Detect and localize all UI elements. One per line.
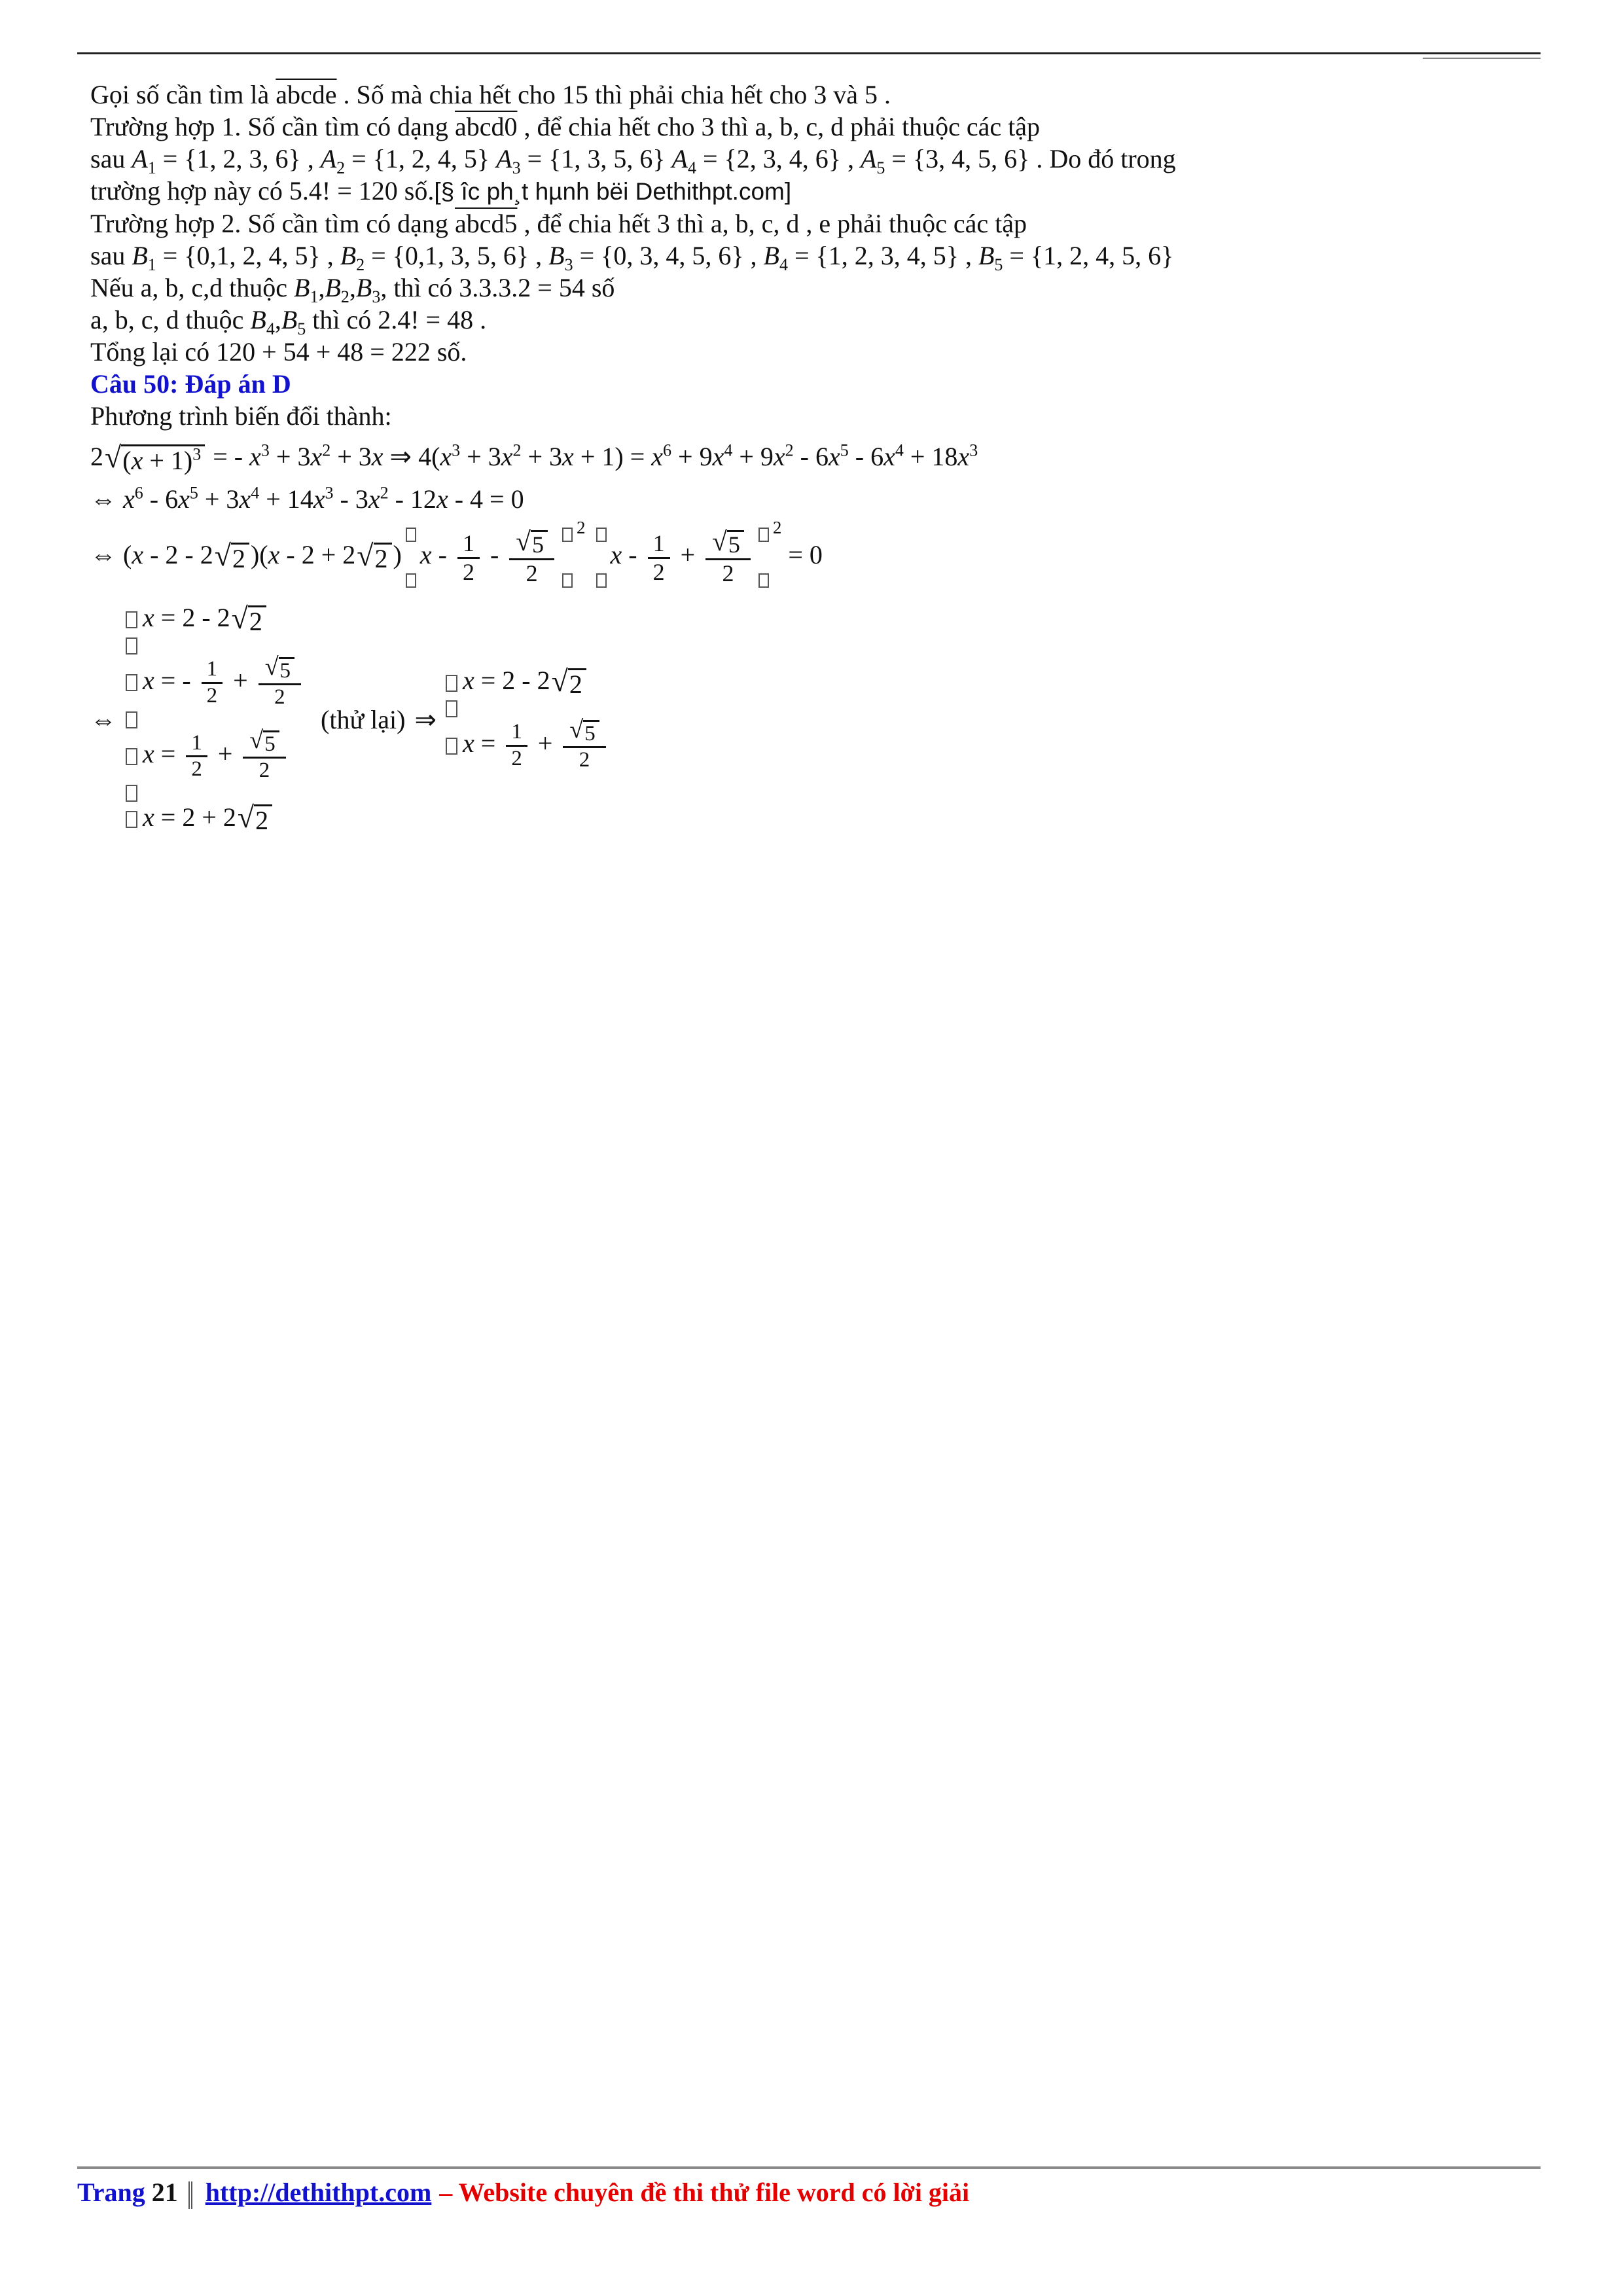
math-text: +	[226, 665, 255, 695]
paragraph-line: trường hợp này có 5.4! = 120 số.[§ îc ph¸t hµnh bëi Dethithpt.com]	[90, 176, 792, 206]
radicand	[121, 444, 205, 475]
math-text: +	[531, 728, 560, 758]
missing-glyph-delimiter	[596, 528, 607, 588]
fraction-denominator	[463, 559, 474, 585]
subscripted-symbol: $A_1$	[132, 144, 156, 177]
fraction-denominator	[526, 560, 538, 586]
fraction-numerator	[509, 526, 554, 560]
fraction-denominator	[259, 759, 270, 783]
radicand	[254, 804, 272, 834]
math-text: + 14	[259, 484, 313, 514]
document-body	[90, 79, 1538, 834]
math-text: 2	[232, 544, 245, 573]
math-text: x	[712, 442, 724, 471]
math-text: +	[211, 739, 240, 769]
math-text: 1	[652, 529, 665, 556]
superscripted-symbol: $x^2$	[773, 440, 794, 471]
radical-sign-icon: √	[551, 664, 568, 698]
fraction-numerator	[648, 531, 670, 559]
radical-sign-icon: √	[516, 526, 531, 557]
math-text: + 3x + 1) =	[521, 442, 652, 471]
radical	[249, 726, 279, 757]
missing-glyph-box	[126, 637, 137, 655]
radicand	[374, 543, 392, 573]
math-text: 1	[462, 529, 474, 556]
radicand	[248, 605, 266, 636]
math-text: - 6	[143, 484, 179, 514]
math-text: 2	[569, 669, 582, 699]
math-text: 1	[206, 657, 218, 681]
math-text: 1	[511, 720, 522, 744]
missing-glyph-box	[126, 811, 137, 828]
superscripted-symbol: $x^6$	[651, 440, 672, 471]
math-text: x	[651, 442, 664, 471]
math-text: x = 2 + 2	[143, 802, 236, 832]
math-text: 5	[532, 531, 544, 558]
header-rule	[77, 52, 1541, 54]
missing-glyph-box	[126, 785, 137, 802]
footer-separator	[188, 2181, 192, 2209]
subscripted-symbol: $B_2$	[325, 273, 349, 306]
radical	[516, 526, 548, 558]
math-text: -	[483, 540, 506, 570]
radical	[105, 440, 205, 475]
fraction-denominator	[511, 747, 522, 771]
fraction-denominator	[653, 559, 665, 585]
missing-glyph-box	[758, 528, 769, 542]
math-text: x = 2 - 2	[462, 666, 550, 696]
footer-tagline: – Website chuyên đề thi thử file word có lời giải	[439, 2178, 970, 2207]
section-heading: Câu 50: Đáp án D	[90, 369, 291, 399]
watermark-text: [§ îc ph¸t hµnh bëi Dethithpt.com]	[434, 178, 792, 205]
fraction-denominator	[579, 748, 590, 772]
subscripted-symbol: $A_4$	[671, 144, 696, 177]
superscripted-symbol: $x^3$	[313, 483, 334, 514]
math-line	[90, 485, 1538, 517]
subscripted-symbol: $A_3$	[496, 144, 521, 177]
math-text: 2	[255, 806, 269, 836]
radical-sign-icon: √	[264, 653, 279, 681]
superscripted-symbol: $x^5$	[829, 440, 849, 471]
footer-link[interactable]: http://dethithpt.com	[205, 2178, 432, 2207]
missing-glyph-box	[562, 573, 573, 588]
equivalence-arrow: ⇔	[90, 705, 116, 735]
case-row	[123, 637, 143, 655]
math-text: 2	[206, 683, 218, 708]
retry-note: (thử lại)	[321, 705, 406, 735]
fraction-numerator	[563, 716, 605, 748]
radical	[231, 601, 266, 636]
case-expression	[143, 653, 305, 709]
math-text: x	[178, 484, 190, 514]
fraction	[186, 732, 207, 781]
math-text: 2	[274, 685, 285, 709]
case-row	[443, 664, 588, 699]
math-text: + 3	[269, 442, 311, 471]
subscripted-symbol: $B_3$	[548, 241, 573, 274]
radical	[551, 664, 586, 699]
superscripted-symbol: $x^3$	[249, 440, 270, 471]
missing-glyph-delimiter	[758, 528, 769, 588]
radicand	[727, 530, 744, 558]
math-line	[90, 442, 1538, 475]
math-text: 2	[191, 757, 202, 781]
radicand	[263, 730, 279, 756]
superscripted-symbol: $x^3$	[957, 440, 978, 471]
fraction-numerator	[186, 732, 207, 758]
paragraph-line: Trường hợp 1. Số cần tìm có dạng abcd0 , để chia hết cho 3 thì a, b, c, d phải thuộc các tập	[90, 112, 1041, 141]
radical-sign-icon: √	[214, 539, 231, 572]
math-text: 5	[264, 732, 276, 757]
fraction-numerator	[243, 726, 285, 759]
case-expression	[143, 726, 290, 782]
math-text: = -	[206, 442, 250, 471]
paragraph-line: Nếu a, b, c,d thuộc $B_1,B_2,B_3$, thì có 3.3.3.2 = 54 số	[90, 273, 615, 306]
radical-sign-icon: √	[712, 526, 727, 557]
fraction-denominator	[207, 684, 218, 708]
case-expression	[462, 664, 588, 699]
case-row	[123, 785, 143, 802]
superscripted-symbol: $x^4$	[239, 483, 260, 514]
superscripted-symbol: $x^2$	[501, 440, 522, 471]
missing-glyph-box	[446, 675, 457, 692]
fraction	[457, 531, 480, 585]
subscripted-symbol: $B_1$	[294, 273, 319, 306]
case-row	[123, 653, 305, 709]
case-row	[443, 700, 463, 718]
missing-glyph-box	[126, 674, 137, 691]
fraction-numerator	[202, 658, 223, 684]
cases-line	[90, 601, 1538, 836]
radical-sign-icon: √	[249, 726, 264, 755]
superscripted-symbol: $x^3$	[440, 440, 461, 471]
fraction	[506, 721, 527, 770]
math-text: 5	[584, 722, 596, 745]
radicand	[231, 543, 249, 573]
header-rule-secondary	[1423, 58, 1541, 59]
math-text: + 9	[732, 442, 774, 471]
cases-group	[443, 664, 610, 772]
case-row	[123, 800, 274, 836]
math-text: - 3	[333, 484, 368, 514]
radical-sign-icon: √	[237, 800, 255, 834]
overline-number: abcde	[276, 80, 337, 109]
math-text: ⇔ (x - 2 - 2	[90, 540, 213, 570]
radical-sign-icon: √	[357, 539, 374, 572]
case-expression	[143, 800, 274, 836]
fraction-numerator	[259, 653, 301, 685]
fraction	[243, 726, 285, 782]
implies-arrow: ⇒	[414, 705, 437, 735]
math-text: ⇔	[90, 484, 123, 514]
radicand	[568, 668, 586, 698]
math-text: + 3	[460, 442, 501, 471]
math-text: + 3	[198, 484, 240, 514]
math-text: x = -	[143, 665, 198, 695]
math-text: x -	[419, 540, 454, 570]
missing-glyph-box	[596, 573, 607, 588]
cases-group	[123, 601, 305, 836]
footer-page-label: Trang	[77, 2178, 145, 2207]
superscripted-symbol: $x^4$	[712, 440, 733, 471]
radicand	[583, 720, 599, 745]
subscripted-symbol: $B_4$	[250, 305, 275, 338]
math-text: + 9	[671, 442, 713, 471]
math-text: 5	[728, 531, 740, 558]
fraction-denominator	[274, 685, 285, 709]
missing-glyph-box	[562, 528, 573, 542]
math-text: 2	[374, 544, 388, 573]
missing-glyph-delimiter	[406, 528, 416, 588]
math-text: x	[829, 442, 840, 471]
math-text: x	[123, 484, 135, 514]
paragraph-line: Tổng lại có 120 + 54 + 48 = 222 số.	[90, 337, 467, 367]
math-text: x	[773, 442, 785, 471]
subscripted-symbol: $B_5$	[978, 241, 1003, 274]
superscripted-symbol: $x^4$	[883, 440, 904, 471]
case-row	[443, 716, 610, 772]
math-text: + 3x ⇒ 4(	[330, 442, 440, 471]
math-text: 5	[279, 658, 291, 683]
math-text: 2	[249, 606, 262, 636]
math-text: 1	[191, 730, 202, 755]
subscripted-symbol: $B_1$	[132, 241, 156, 274]
case-row	[123, 601, 268, 636]
math-text: x	[239, 484, 251, 514]
math-text: x	[310, 442, 323, 471]
math-text: )	[393, 540, 402, 570]
math-text: x	[440, 442, 452, 471]
math-text: - 6	[793, 442, 829, 471]
math-text: (x + 1)	[122, 445, 193, 475]
math-text: x	[368, 484, 380, 514]
fraction-numerator	[705, 526, 751, 560]
superscripted-symbol: 2	[577, 518, 586, 538]
math-text: 2	[652, 558, 665, 585]
math-text: - 12x - 4 = 0	[388, 484, 524, 514]
superscripted-symbol: $x^5$	[178, 483, 198, 514]
fraction-denominator	[722, 560, 734, 586]
subscripted-symbol: $B_4$	[763, 241, 788, 274]
fraction	[202, 658, 223, 708]
fraction-numerator	[457, 531, 480, 559]
radical-sign-icon: √	[569, 716, 584, 744]
math-text: 2	[259, 758, 270, 782]
subscripted-symbol: $A_2$	[320, 144, 346, 177]
radical-sign-icon: √	[231, 601, 248, 635]
math-text: x	[501, 442, 513, 471]
superscripted-symbol: $(x + 1)^3$	[122, 444, 202, 475]
math-text: +	[673, 540, 702, 570]
radical	[214, 539, 249, 573]
paragraph-line: Gọi số cần tìm là abcde . Số mà chia hết cho 15 thì phải chia hết cho 3 và 5 .	[90, 80, 891, 109]
radical	[357, 539, 391, 573]
missing-glyph-box	[406, 528, 416, 542]
overline-number: abcd5	[454, 209, 518, 238]
fraction	[648, 531, 670, 585]
math-text: x -	[610, 540, 644, 570]
math-text: 2	[511, 747, 522, 771]
missing-glyph-box	[126, 748, 137, 765]
missing-glyph-box	[446, 738, 457, 755]
paragraph-line: Phương trình biến đổi thành:	[90, 401, 392, 431]
math-text: x	[883, 442, 895, 471]
missing-glyph-delimiter	[562, 528, 573, 588]
radical	[712, 526, 744, 558]
math-text: - 6	[848, 442, 884, 471]
overline-number: abcd0	[454, 112, 518, 141]
page-footer	[77, 2166, 1541, 2209]
fraction	[509, 526, 554, 586]
radicand	[531, 530, 548, 558]
radical	[569, 716, 599, 745]
math-text: x =	[462, 728, 503, 758]
fraction	[259, 653, 301, 709]
case-expression	[143, 601, 268, 636]
math-text: 2	[526, 560, 538, 586]
subscripted-symbol: $B_3$	[355, 273, 381, 306]
radical	[264, 653, 294, 683]
case-row	[123, 726, 290, 782]
math-text: = 0	[781, 540, 823, 570]
math-text: )(x - 2 + 2	[250, 540, 356, 570]
radicand	[279, 657, 295, 683]
radical	[237, 800, 272, 836]
fraction	[563, 716, 605, 772]
superscripted-symbol: $x^2$	[368, 483, 389, 514]
subscripted-symbol: $A_5$	[860, 144, 885, 177]
footer-page-number: 21	[151, 2178, 178, 2207]
missing-glyph-box	[596, 528, 607, 542]
superscripted-symbol: $x^6$	[123, 483, 143, 514]
missing-glyph-box	[758, 573, 769, 588]
math-line	[90, 518, 1538, 588]
missing-glyph-box	[126, 611, 137, 628]
superscripted-symbol: 2	[772, 518, 782, 538]
missing-glyph-box	[446, 700, 457, 717]
missing-glyph-box	[126, 711, 137, 728]
fraction	[705, 526, 751, 586]
math-text: 2	[579, 747, 590, 772]
math-text: 2	[462, 558, 474, 585]
superscripted-symbol: $x^2$	[310, 440, 331, 471]
radical-sign-icon: √	[105, 440, 122, 474]
math-text: x	[313, 484, 325, 514]
math-text: x	[957, 442, 970, 471]
paragraph-line: sau $B_1 = \{0,1$, 2, 4, 5} , $B_2 = \{0,1$, 3, 5, 6} , $B_3 = \{0$, 3, 4, 5, 6} , $B_4 = \{1$, 2, 3, 4, 5} , $B_5 = \{1$, 2, 4, 5, 6}	[90, 241, 1174, 274]
missing-glyph-box	[406, 573, 416, 588]
paragraph-line: sau $A_1 = \{1$, 2, 3, 6} , $A_2 = \{1$, 2, 4, 5} $A_3 = \{1$, 3, 5, 6} $A_4 = \{2$, 3, 4, 6} , $A_5 = \{3$, 4, 5, 6} . Do đó trong	[90, 144, 1176, 177]
fraction-denominator	[191, 757, 202, 781]
math-text: 2	[90, 442, 103, 471]
case-row	[123, 711, 143, 728]
subscripted-symbol: $B_5$	[281, 305, 306, 338]
case-expression	[462, 716, 610, 772]
math-text	[586, 540, 592, 569]
paragraph-line: a, b, c, d thuộc $B_4,B_5$ thì có 2.4! = 48 .	[90, 305, 487, 338]
fraction-numerator	[506, 721, 527, 747]
math-text: + 18	[903, 442, 958, 471]
math-text: x = 2 - 2	[143, 603, 230, 632]
subscripted-symbol: $B_2$	[340, 241, 365, 274]
math-text: x	[249, 442, 261, 471]
math-text: x =	[143, 739, 183, 769]
paragraph-line: Trường hợp 2. Số cần tìm có dạng abcd5 , để chia hết 3 thì a, b, c, d , e phải thuộc các tập	[90, 209, 1027, 238]
math-text: 2	[722, 560, 734, 586]
